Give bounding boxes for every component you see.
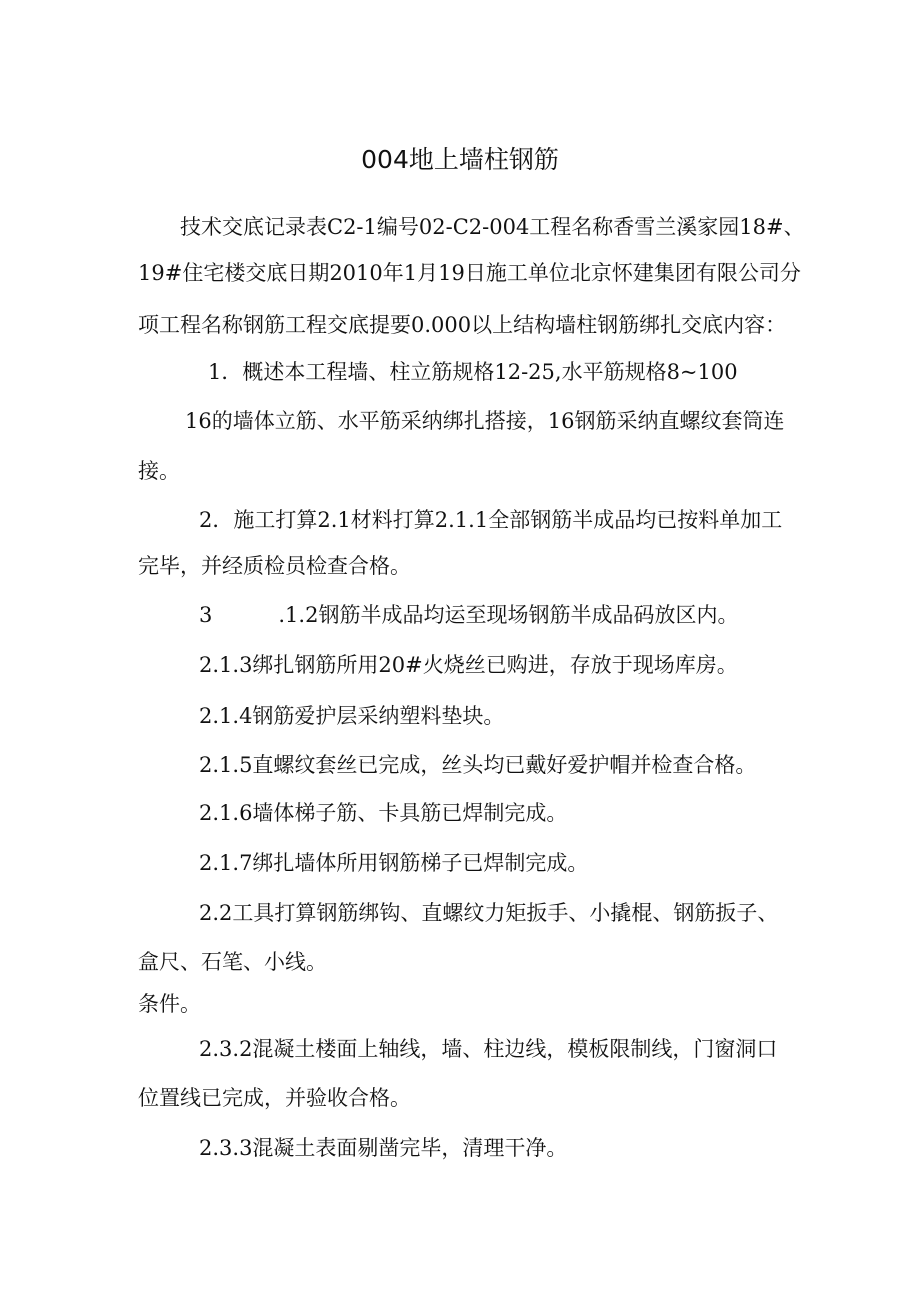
paragraph-line: 技术交底记录表C2-1编号02-C2-004工程名称香雪兰溪家园18#、 (180, 215, 805, 239)
list-text: .1.2钢筋半成品均运至现场钢筋半成品码放区内。 (278, 603, 739, 627)
paragraph-line: 19#住宅楼交底日期2010年1月19日施工单位北京怀建集团有限公司分 (138, 261, 801, 285)
paragraph-line: 位置线已完成，并验收合格。 (138, 1086, 411, 1110)
document-title: 004地上墙柱钢筋 (361, 145, 559, 174)
paragraph-line: 盒尺、石笔、小线。 (138, 950, 327, 974)
paragraph-line: 2．施工打算2.1材料打算2.1.1全部钢筋半成品均已按料单加工 (199, 508, 783, 532)
paragraph-line: 项工程名称钢筋工程交底提要0.000以上结构墙柱钢筋绑扎交底内容： (138, 313, 787, 337)
paragraph-line: 2.1.3绑扎钢筋所用20#火烧丝已购进，存放于现场库房。 (199, 653, 738, 677)
list-number: 3 (199, 603, 213, 627)
paragraph-line: 2.1.5直螺纹套丝已完成，丝头均已戴好爱护帽并检查合格。 (199, 753, 757, 777)
paragraph-line: 1．概述本工程墙、柱立筋规格12-25,水平筋规格8~100 (208, 360, 738, 384)
paragraph-line: 2.2工具打算钢筋绑钩、直螺纹力矩扳手、小撬棍、钢筋扳子、 (199, 901, 779, 925)
paragraph-line: 2.1.4钢筋爱护层采纳塑料垫块。 (199, 704, 505, 728)
paragraph-line: 2.3.3混凝土表面剔凿完毕，清理干净。 (199, 1136, 568, 1160)
paragraph-line: 接。 (138, 459, 180, 483)
paragraph-line: 条件。 (138, 992, 201, 1016)
paragraph-line: 2.1.7绑扎墙体所用钢筋梯子已焊制完成。 (199, 851, 589, 875)
paragraph-line: 2.3.2混凝土楼面上轴线，墙、柱边线，模板限制线，门窗洞口 (199, 1037, 778, 1061)
paragraph-line: 完毕，并经质检员检查合格。 (138, 554, 411, 578)
paragraph-line: 2.1.6墙体梯子筋、卡具筋已焊制完成。 (199, 801, 568, 825)
paragraph-line (199, 600, 738, 630)
paragraph-line: 16的墙体立筋、水平筋采纳绑扎搭接，16钢筋采纳直螺纹套筒连 (185, 409, 785, 433)
